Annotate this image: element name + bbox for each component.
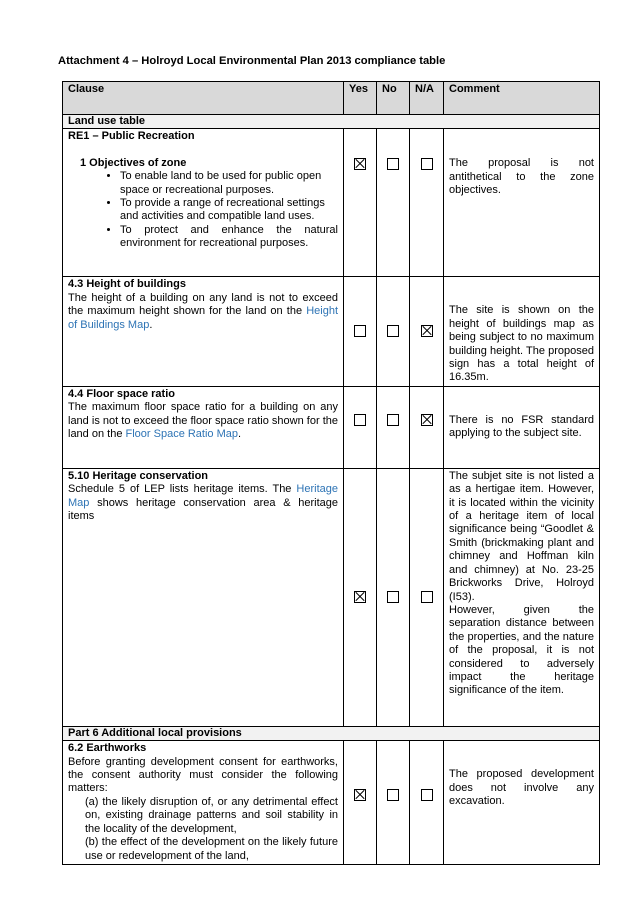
document-title: Attachment 4 – Holroyd Local Environmental Plan 2013 compliance table (58, 55, 446, 67)
clause-text: The maximum floor space ratio for a building on any land is not to exceed the floor space ratio shown for the land on the (68, 401, 338, 441)
comment-cell: The proposal is not antithetical to the zone objectives. (444, 129, 600, 277)
na-cell (410, 277, 444, 386)
yes-checkbox[interactable] (354, 591, 366, 603)
clause-text: Before granting development consent for earthworks, the consent authority must consider the following matters: (68, 755, 338, 795)
yes-cell (344, 277, 377, 386)
heritage-map-link[interactable]: Heritage Map (68, 483, 338, 509)
clause-heading: 4.3 Height of buildings (68, 278, 186, 291)
na-checkbox[interactable] (421, 325, 433, 337)
na-cell (410, 386, 444, 468)
section-row-land-use (63, 115, 600, 129)
yes-cell (344, 386, 377, 468)
comment-paragraph: However, given the separation distance between the properties, and the nature of the proposal, it is not considered to adversely impact the heritage significance of the item. (449, 603, 594, 697)
clause-text-end: . (238, 428, 242, 441)
yes-cell (344, 468, 377, 726)
no-cell (377, 386, 410, 468)
clause-heading: 4.4 Floor space ratio (68, 387, 175, 400)
na-checkbox[interactable] (421, 591, 433, 603)
clause-text-end: shows heritage conservation area & heritage items (68, 496, 338, 523)
floor-space-ratio-map-link[interactable]: Floor Space Ratio Map (125, 428, 238, 441)
clause-cell (63, 129, 344, 277)
table-row-earthworks (63, 741, 600, 865)
table-row-re1 (63, 129, 600, 277)
list-item: • To enable land to be used for public open space or recreational purposes. (120, 170, 338, 197)
no-cell (377, 468, 410, 726)
comment-paragraph: The subjet site is not listed a as a hertigae item. However, it is located within the vicinity of a heritage item of local significance being “Goodlet & Smith (brickmaking plant and chimney and Hoffman kiln and chimney) at No. 23-25 Brickworks Drive, Holroyd (I53). (449, 469, 594, 603)
no-checkbox[interactable] (387, 414, 399, 426)
clause-cell (63, 468, 344, 726)
na-cell (410, 468, 444, 726)
list-item: (a) the likely disruption of, or any detrimental effect on, existing drainage patterns and soil stability in the locality of the development, (85, 795, 338, 835)
no-checkbox[interactable] (387, 158, 399, 170)
height-of-buildings-map-link[interactable]: Height of Buildings Map (68, 305, 338, 331)
clause-cell (63, 277, 344, 386)
header-na: N/A (410, 82, 444, 115)
comment-cell: The proposed development does not involve any excavation. (444, 741, 600, 865)
clause-heading: 5.10 Heritage conservation (68, 469, 209, 482)
clause-heading: 6.2 Earthworks (68, 742, 147, 755)
no-checkbox[interactable] (387, 789, 399, 801)
list-item: • To provide a range of recreational settings and activities and compatible land uses. (120, 197, 338, 224)
yes-checkbox[interactable] (354, 158, 366, 170)
comment-cell: There is no FSR standard applying to the subject site. (444, 386, 600, 468)
clause-text: Schedule 5 of LEP lists heritage items. The (68, 483, 292, 496)
no-checkbox[interactable] (387, 591, 399, 603)
yes-checkbox[interactable] (354, 414, 366, 426)
header-no: No (377, 82, 410, 115)
clause-cell (63, 741, 344, 865)
na-checkbox[interactable] (421, 789, 433, 801)
clause-cell (63, 386, 344, 468)
header-yes: Yes (344, 82, 377, 115)
na-checkbox[interactable] (421, 414, 433, 426)
table-row-fsr (63, 386, 600, 468)
no-cell (377, 741, 410, 865)
comment-cell (444, 468, 600, 726)
clause-text-end: . (149, 318, 153, 331)
no-checkbox[interactable] (387, 325, 399, 337)
yes-checkbox[interactable] (354, 325, 366, 337)
table-row-heritage (63, 468, 600, 726)
list-item: • To protect and enhance the natural environment for recreational purposes. (120, 224, 338, 251)
yes-cell (344, 741, 377, 865)
no-cell (377, 277, 410, 386)
header-clause: Clause (63, 82, 344, 115)
table-header-row (63, 82, 600, 115)
comment-cell: The site is shown on the height of buildings map as being subject to no maximum building height. The proposed sign has a total height of 16.35m. (444, 277, 600, 386)
clause-text: The height of a building on any land is not to exceed the maximum height shown for the land on the (68, 291, 338, 318)
yes-cell (344, 129, 377, 277)
objectives-list (68, 170, 338, 250)
yes-checkbox[interactable] (354, 789, 366, 801)
compliance-table (62, 81, 600, 865)
section-label: Part 6 Additional local provisions (63, 726, 600, 740)
na-checkbox[interactable] (421, 158, 433, 170)
clause-heading: RE1 – Public Recreation (68, 130, 195, 143)
list-item: (b) the effect of the development on the likely future use or redevelopment of the land, (85, 836, 338, 862)
no-cell (377, 129, 410, 277)
na-cell (410, 741, 444, 865)
header-comment: Comment (444, 82, 600, 115)
section-row-part6 (63, 726, 600, 740)
table-row-height (63, 277, 600, 386)
na-cell (410, 129, 444, 277)
section-label: Land use table (63, 115, 600, 129)
clause-subheading: 1 Objectives of zone (80, 156, 187, 169)
